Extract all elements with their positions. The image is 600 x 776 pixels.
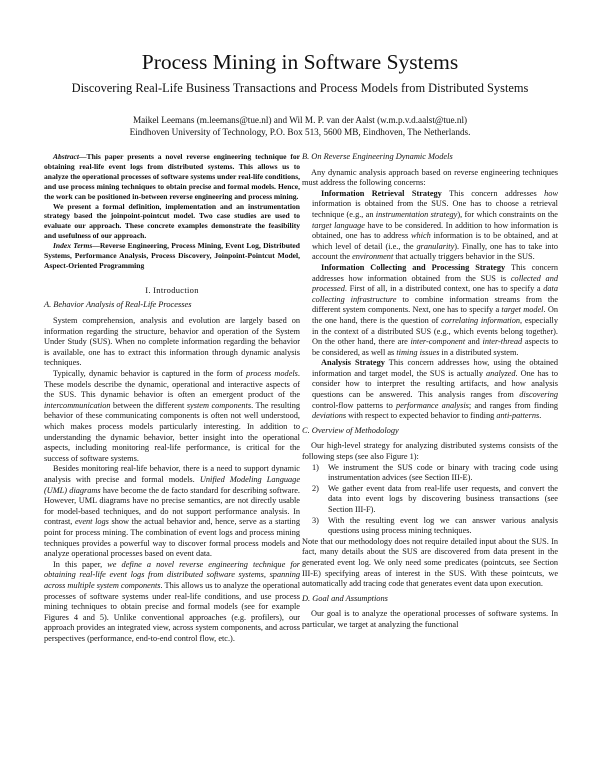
intro-paragraph-1: System comprehension, analysis and evolution are largely based on information regarding the structure, behavior and operation of the System Under Study (SUS). When no complete information regarding the behavior is available, one has to extract this information through dynamic analysis techniques. [44,316,300,368]
term-analysis-strategy: Analysis Strategy This concern addresses how, using the obtained information and target model, the SUS is actually analyzed. One has to consider how to interpret the resulting artifacts, and how analysis questions can be answered. This analysis ranges from discovering control-flow patterns to performance analysis; and ranges from finding deviations with respect to expected behavior to finding anti-patterns. [312,358,558,421]
index-terms [44,241,300,271]
list-item: 2) We gather event data from real-life user requests, and convert the data into event logs by discovering business transactions (see Section III-F). [312,483,558,514]
abstract-text: —This paper presents a novel reverse engineering technique for obtaining real-life event logs from distributed systems. This allows us to analyze the operational processes of software systems under real-life conditions, and use process mining techniques to obtain precise and formal models. Hence, the work can be positioned in-between reverse engineering and process mining. [44,152,301,201]
intro-paragraph-3: Besides monitoring real-life behavior, there is a need to support dynamic analysis with precise and formal models. Unified Modeling Language (UML) diagrams have become the de facto standard for describing software. However, UML diagrams have no precise semantics, are not directly usable for model-based techniques, and do not support performance analysis. In contrast, event logs show the actual behavior and, hence, serve as a starting point for process mining. The combination of event logs and process mining techniques provides a powerful way to discover formal process models and analyze operational processes based on event data. [44,464,300,559]
methodology-steps [302,463,558,537]
intro-paragraph-4: In this paper, we define a novel reverse engineering technique for obtaining real-life event logs from distributed software systems, spanning across multiple system components. This allows us to analyze the operational processes of software systems under real-life conditions, and use process mining techniques to obtain precise and formal models (see for example Figures 4 and 5). Unlike conventional approaches (e.g. profilers), our approach provides an integrated view, across system components, and across perspectives (performance, end-to-end control flow, etc.). [44,559,301,643]
intro-paragraph-2: Typically, dynamic behavior is captured in the form of process models. These models describe the dynamic, operational and interactive aspects of the SUS. This dynamic behavior is often an emergent product of the intercommunication between the different system components. The resulting behavior of these communicating components is often not well understood, which makes process models particularly interesting. In addition to understanding the dynamic behavior, better insight into the operational aspects, including monitoring real-life performance, is critical for the success of software systems. [44,369,300,463]
section-heading-introduction: I. Introduction [145,284,199,295]
subsection-heading-d: D. Goal and Assumptions [302,593,388,603]
term-information-collecting: Information Collecting and Processing Strategy This concern addresses how information obtained from the SUS is collected and processed. First of all, in a distributed context, one has to specify a data collecting infrastructure to combine information streams from the different system components. Next, one has to specify a target model. On the one hand, there is the question of correlating information, especially in the context of a distributed SUS (e.g., which events belong together). On the other hand, there are inter-component and inter-thread aspects to be considered, as well as timing issues in a distributed system. [312,262,559,357]
list-item: 3) With the resulting event log we can answer various analysis questions using process mining techniques. [312,515,558,536]
reverse-eng-paragraph: Any dynamic analysis approach based on reverse engineering techniques must address the following concerns: [302,167,558,188]
subsection-heading-b: B. On Reverse Engineering Dynamic Models [302,152,453,161]
term-information-retrieval: Information Retrieval Strategy This concern addresses how information is obtained from the SUS. One has to choose a retrieval technique (e.g., an instrumentation strategy), for which constraints on the target language have to be considered. In addition to how information is obtained, one has to address which information is to be obtained, and at which level of detail (i.e., the granularity). Finally, one has to take into account the environment that actually triggers behavior in the SUS. [312,188,558,262]
subsection-heading-a: A. Behavior Analysis of Real-Life Processes [44,300,192,310]
methodology-paragraph: Our high-level strategy for analyzing distributed systems consists of the following steps (see also Figure 1): [302,441,558,462]
methodology-note: Note that our methodology does not require detailed input about the SUS. In fact, many details about the SUS are discovered from data present in the generated event log. We only need some predicates (pointcuts, see Section III-E) specifying areas of interest in the SUS. With these pointcuts, we automatically add tracing code that generates event data upon execution. [302,536,558,589]
author-affiliation: Eindhoven University of Technology, P.O. Box 513, 5600 MB, Eindhoven, The Netherlands. [129,127,471,137]
subsection-heading-c: C. Overview of Methodology [302,425,399,435]
paper-subtitle: Discovering Real-Life Business Transactions and Process Models from Distributed Systems [71,81,529,95]
left-column [44,152,300,644]
abstract-label: Abstract [53,152,79,161]
right-column [302,152,558,631]
author-block [0,114,600,138]
author-names: Maikel Leemans (m.leemans@tue.nl) and Wil M. P. van der Aalst (w.m.p.v.d.aalst@tue.nl) [132,115,468,125]
abstract [44,152,300,271]
paper-title: Process Mining in Software Systems [141,50,459,74]
abstract-paragraph-2: We present a formal definition, implementation and an instrumentation strategy based the joinpoint-pointcut model. Two case studies are used to evaluate our approach. These concrete examples demonstrate the feasibility and usefulness of our approach. [44,201,300,241]
abstract-paragraph [44,152,300,202]
goal-paragraph: Our goal is to analyze the operational processes of software systems. In particular, we target at analyzing the functional [302,609,558,629]
index-terms-label: Index Terms [53,241,93,251]
index-terms-text: —Reverse Engineering, Process Mining, Event Log, Distributed Systems, Performance Analysis, Process Discovery, Joinpoint-Pointcut Model, Aspect-Oriented Programming [44,241,300,270]
list-item: 1) We instrument the SUS code or binary with tracing code using instrumentation advices (see Section III-E). [312,462,558,483]
